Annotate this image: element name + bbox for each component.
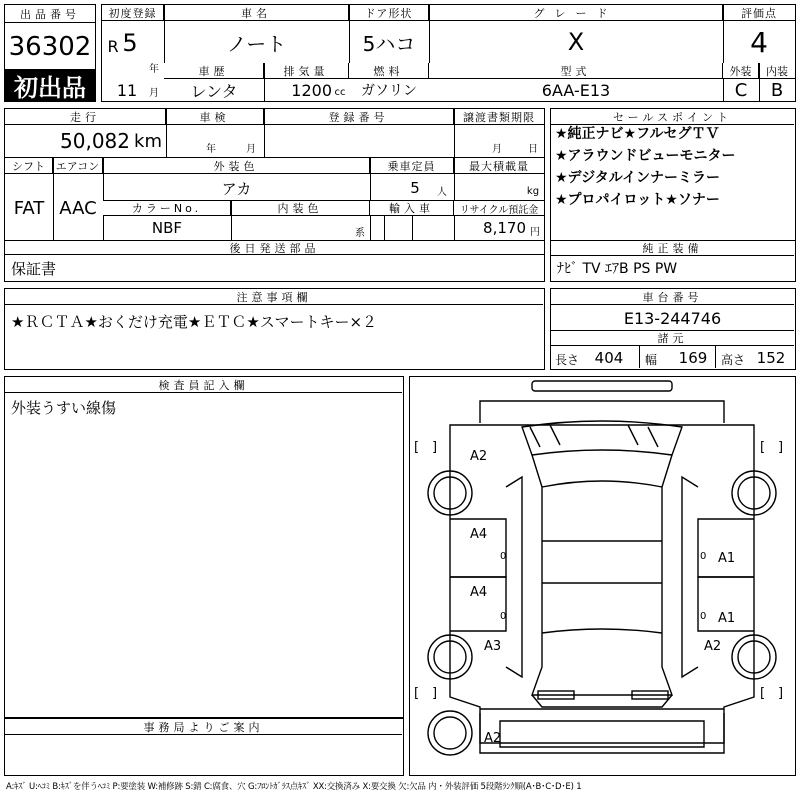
mileage-unit: km <box>134 130 162 152</box>
chassis-value: E13-244746 <box>623 308 722 328</box>
zero-mark: 0 <box>700 611 707 622</box>
recycle-header: リサイクル預託金 <box>454 201 544 216</box>
later-parts-header: 後日発送部品 <box>5 241 544 254</box>
sales-point-item: ★プロパイロット★ソナー <box>555 192 720 208</box>
equipment-header: 純正装備 <box>551 241 794 256</box>
rear-outline <box>532 695 672 707</box>
equipment-box <box>550 240 796 282</box>
first-reg-header: 初度登録 <box>102 5 164 21</box>
ext-color-header: 外装色 <box>103 158 370 174</box>
displacement-unit: cc <box>334 86 346 98</box>
zero-mark: 0 <box>700 551 707 562</box>
model-value: 6AA-E13 <box>541 80 611 100</box>
inspection-year-unit: 年 <box>206 143 216 154</box>
model-header: 型式 <box>429 63 723 79</box>
length-value: 404 <box>594 349 624 367</box>
damage-code: A4 <box>470 585 488 600</box>
sales-point-item: ★アラウンドビューモニター <box>555 148 736 164</box>
color-no-value: NBF <box>151 219 183 237</box>
equipment-value: ﾅﾋﾞ TV ｴｱB PS PW <box>557 261 678 277</box>
aircon-value: AAC <box>59 197 97 219</box>
caution-value: ★ＲＣＴＡ★おくだけ充電★ＥＴＣ★スマートキー×２ <box>11 313 378 331</box>
ext-color-value: アカ <box>221 179 252 198</box>
history-value: レンタ <box>190 81 238 101</box>
lot-block <box>4 4 96 102</box>
caution-box <box>4 288 545 370</box>
office-box <box>4 718 404 776</box>
sales-points-list <box>555 123 736 211</box>
length-label: 長さ <box>555 352 579 367</box>
damage-code: A2 <box>484 731 502 746</box>
int-score-header: 内装 <box>759 63 795 79</box>
height-label: 高さ <box>720 352 745 367</box>
damage-code: A1 <box>718 551 736 566</box>
int-color-header: 内装色 <box>231 201 370 216</box>
fuel-header: 燃料 <box>349 63 429 79</box>
damage-code: A4 <box>470 527 488 542</box>
inspector-header: 検査員記入欄 <box>5 377 402 393</box>
first-reg-era: R <box>107 36 119 56</box>
first-reg-month: 11 <box>116 80 138 100</box>
first-reg-year: 5 <box>122 29 138 57</box>
inspection-month-unit: 月 <box>246 143 256 154</box>
ext-score-value: C <box>734 79 748 101</box>
svg-text:]: ] <box>778 440 784 455</box>
inspection-header: 車検 <box>166 109 264 125</box>
shift-value: FAT <box>13 197 45 219</box>
svg-text:[: [ <box>414 686 420 701</box>
color-no-header: カラーNo. <box>103 201 231 216</box>
car-name-value: ノート <box>226 31 287 56</box>
svg-text:[: [ <box>414 440 420 455</box>
svg-text:[: [ <box>760 686 766 701</box>
aircon-header: エアコン <box>53 158 103 174</box>
transfer-month-unit: 月 <box>492 143 502 154</box>
grade-value: X <box>567 28 585 56</box>
first-reg-year-unit: 年 <box>149 63 159 74</box>
inspector-value: 外装うすい線傷 <box>11 399 117 417</box>
width-value: 169 <box>678 349 708 367</box>
car-diagram <box>410 377 794 774</box>
first-reg-month-unit: 月 <box>149 87 159 98</box>
caution-header: 注意事項欄 <box>5 289 543 305</box>
height-value: 152 <box>756 349 786 367</box>
lot-header: 出品番号 <box>5 5 95 23</box>
capacity-value: 5 <box>410 179 420 197</box>
zero-mark: 0 <box>500 551 507 562</box>
damage-code: A2 <box>470 449 488 464</box>
zero-mark: 0 <box>500 611 507 622</box>
load-header: 最大積載量 <box>454 158 544 174</box>
roof-rail <box>532 381 672 391</box>
car-name-header: 車名 <box>164 5 349 21</box>
chassis-header: 車台番号 <box>551 289 794 305</box>
import-header: 輸入車 <box>370 201 454 216</box>
later-parts-value: 保証書 <box>11 259 57 278</box>
svg-text:]: ] <box>432 686 438 701</box>
door-value: 5ハコ <box>362 31 416 56</box>
ext-score-header: 外装 <box>723 63 759 79</box>
sales-point-item: ★純正ナビ★フルセグＴＶ <box>555 126 720 142</box>
svg-text:]: ] <box>778 686 784 701</box>
recycle-value: 8,170 <box>483 219 526 237</box>
score-value: 4 <box>750 25 768 59</box>
svg-text:]: ] <box>432 440 438 455</box>
cabin-outline <box>532 455 672 695</box>
reg-no-header: 登録番号 <box>264 109 454 125</box>
damage-code: A1 <box>718 611 736 626</box>
displacement-value: 1200 <box>291 80 332 100</box>
transfer-header: 譲渡書類期限 <box>454 109 544 125</box>
int-score-value: B <box>770 79 784 101</box>
displacement-header: 排気量 <box>264 63 349 79</box>
capacity-header: 乗車定員 <box>370 158 454 174</box>
body-right-side <box>724 439 754 733</box>
legend-text: A:ｷｽﾞ U:ﾍｺﾐ B:ｷｽﾞを伴うﾍｺﾐ P:要塗装 W:補修跡 S:錆 C:腐食、穴 G:ﾌﾛﾝﾄｶﾞﾗｽ点ｷｽﾞ XX:交換済み X:要交換 欠:欠品 内・外装評価 5段階ﾗﾝｸ順(A･B･C･D･E) 1 <box>6 782 582 792</box>
shift-header: シフト <box>5 158 53 174</box>
history-header: 車歴 <box>164 63 264 79</box>
inspector-box <box>4 376 404 718</box>
score-header: 評価点 <box>723 5 795 21</box>
dimensions-header: 諸元 <box>551 330 794 346</box>
reg-no-value <box>264 125 454 157</box>
chassis-box <box>550 288 796 370</box>
transfer-day-unit: 日 <box>528 143 538 154</box>
fuel-value: ガソリン <box>361 83 417 99</box>
door-header: ドア形状 <box>349 5 429 21</box>
svg-text:[: [ <box>760 440 766 455</box>
load-unit: kg <box>526 185 540 197</box>
lot-number: 36302 <box>8 32 92 62</box>
int-color-unit: 系 <box>355 227 365 238</box>
office-header: 事務局よりご案内 <box>5 719 402 735</box>
mileage-value: 50,082 <box>60 129 130 153</box>
body-top-outline <box>480 401 724 423</box>
grade-header: グレード <box>429 5 723 21</box>
first-listing-badge: 初出品 <box>5 69 95 101</box>
damage-code: A2 <box>704 639 722 654</box>
sales-point-item: ★デジタルインナーミラー <box>555 170 721 186</box>
damage-code: A3 <box>484 639 502 654</box>
sales-points-header: セールスポイント <box>551 109 794 125</box>
recycle-unit: 円 <box>530 226 540 238</box>
hood-outline <box>522 421 682 455</box>
car-diagram-box <box>409 376 796 776</box>
sales-points <box>550 108 796 254</box>
mileage-header: 走行 <box>5 109 166 125</box>
width-label: 幅 <box>644 352 657 367</box>
capacity-unit: 人 <box>437 186 447 198</box>
